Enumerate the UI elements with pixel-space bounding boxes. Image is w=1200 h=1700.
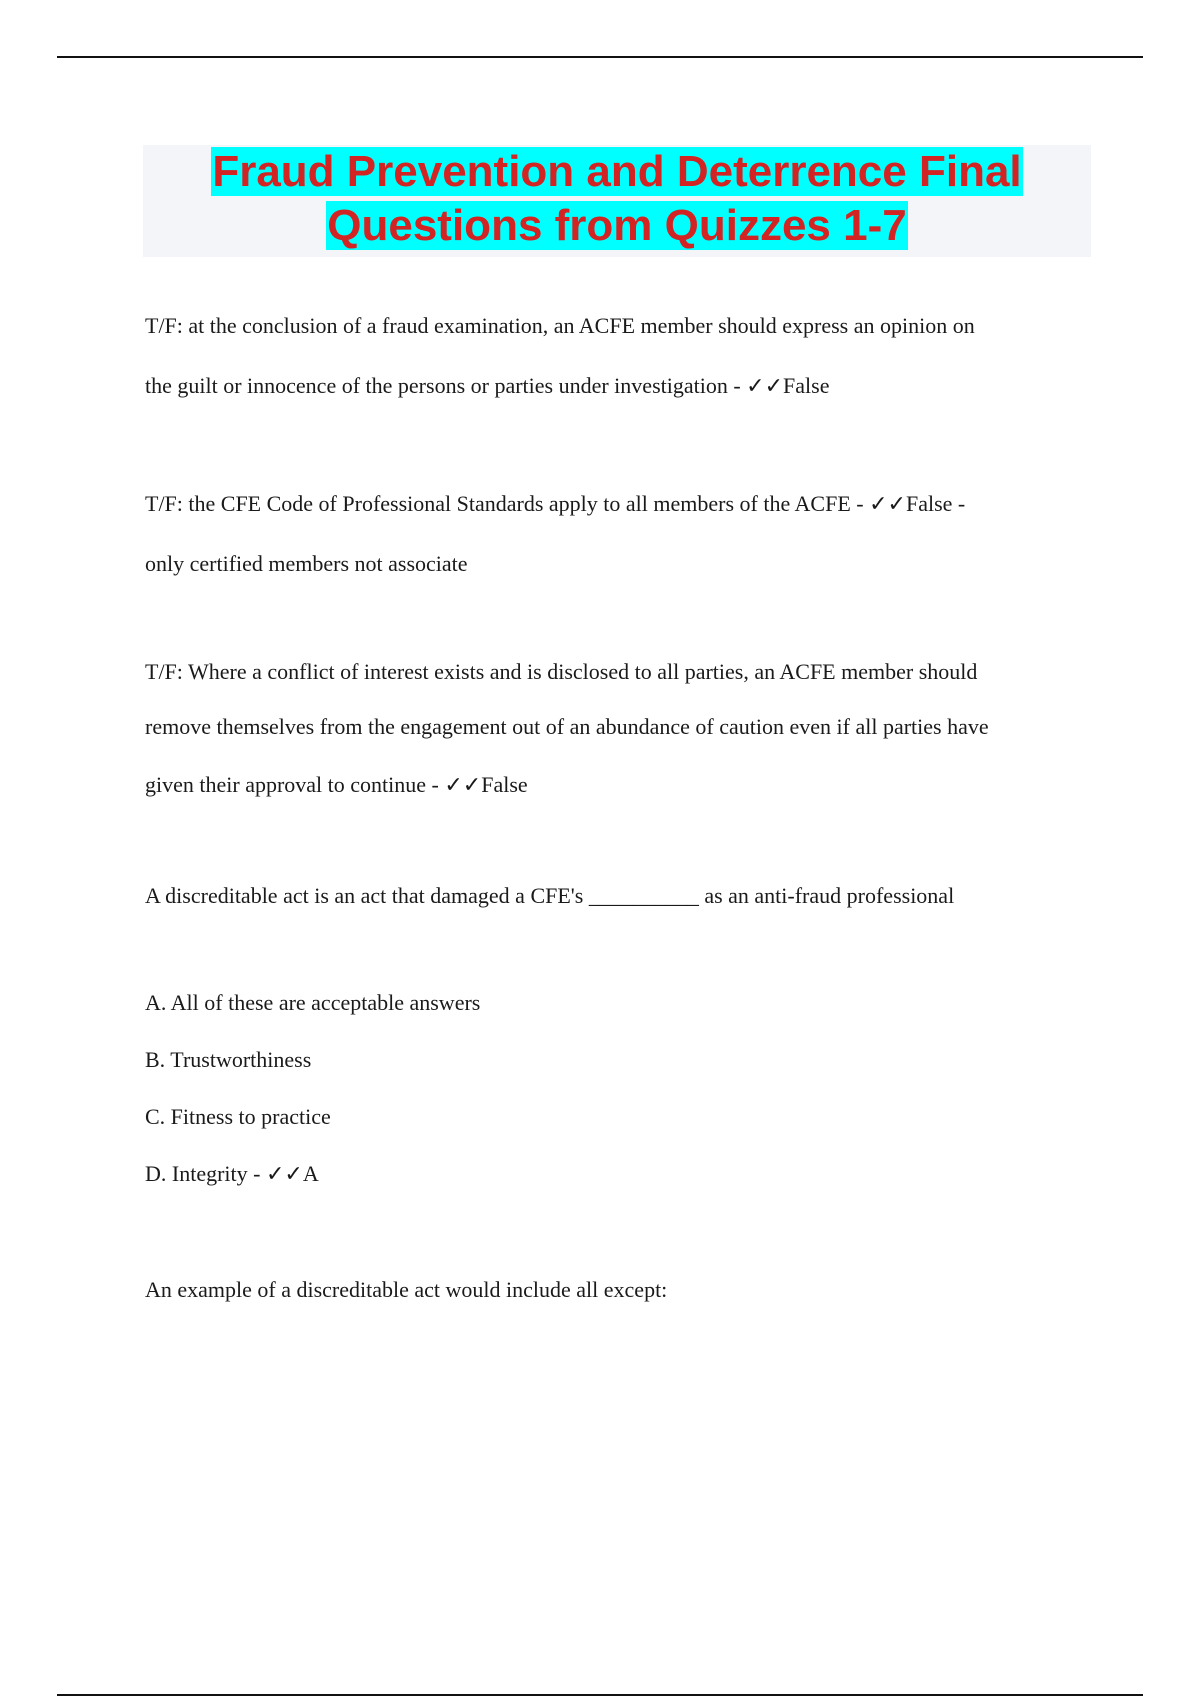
question-3-line-2: remove themselves from the engagement out of an abundance of caution even if all parties have <box>145 714 989 739</box>
question-1-line-2: the guilt or innocence of the persons or parties under investigation - ✓✓False <box>145 373 830 398</box>
question-4 <box>145 866 1090 1202</box>
question-4-option-c: C. Fitness to practice <box>145 1104 331 1129</box>
question-1-line-1: T/F: at the conclusion of a fraud examination, an ACFE member should express an opinion on <box>145 313 975 338</box>
question-2-line-2: only certified members not associate <box>145 551 468 576</box>
question-5 <box>145 1260 1090 1320</box>
bottom-rule <box>57 1694 1143 1696</box>
question-4-option-d: D. Integrity - ✓✓A <box>145 1161 319 1186</box>
document-title <box>143 145 1091 257</box>
question-3-line-1: T/F: Where a conflict of interest exists and is disclosed to all parties, an ACFE member should <box>145 659 978 684</box>
top-rule <box>57 56 1143 58</box>
question-1 <box>145 296 1090 416</box>
question-2-line-1: T/F: the CFE Code of Professional Standards apply to all members of the ACFE - ✓✓False - <box>145 491 966 516</box>
document-body <box>145 296 1090 1320</box>
question-4-option-a: A. All of these are acceptable answers <box>145 990 481 1015</box>
question-4-option-b: B. Trustworthiness <box>145 1047 312 1072</box>
title-line-1: Fraud Prevention and Deterrence Final <box>212 147 1022 196</box>
question-5-stem: An example of a discreditable act would include all except: <box>145 1277 668 1302</box>
question-3 <box>145 644 1090 816</box>
question-3-line-3: given their approval to continue - ✓✓False <box>145 772 528 797</box>
question-2 <box>145 474 1090 594</box>
question-4-stem: A discreditable act is an act that damaged a CFE's __________ as an anti-fraud professional <box>145 883 955 908</box>
title-line-2: Questions from Quizzes 1-7 <box>327 201 907 250</box>
